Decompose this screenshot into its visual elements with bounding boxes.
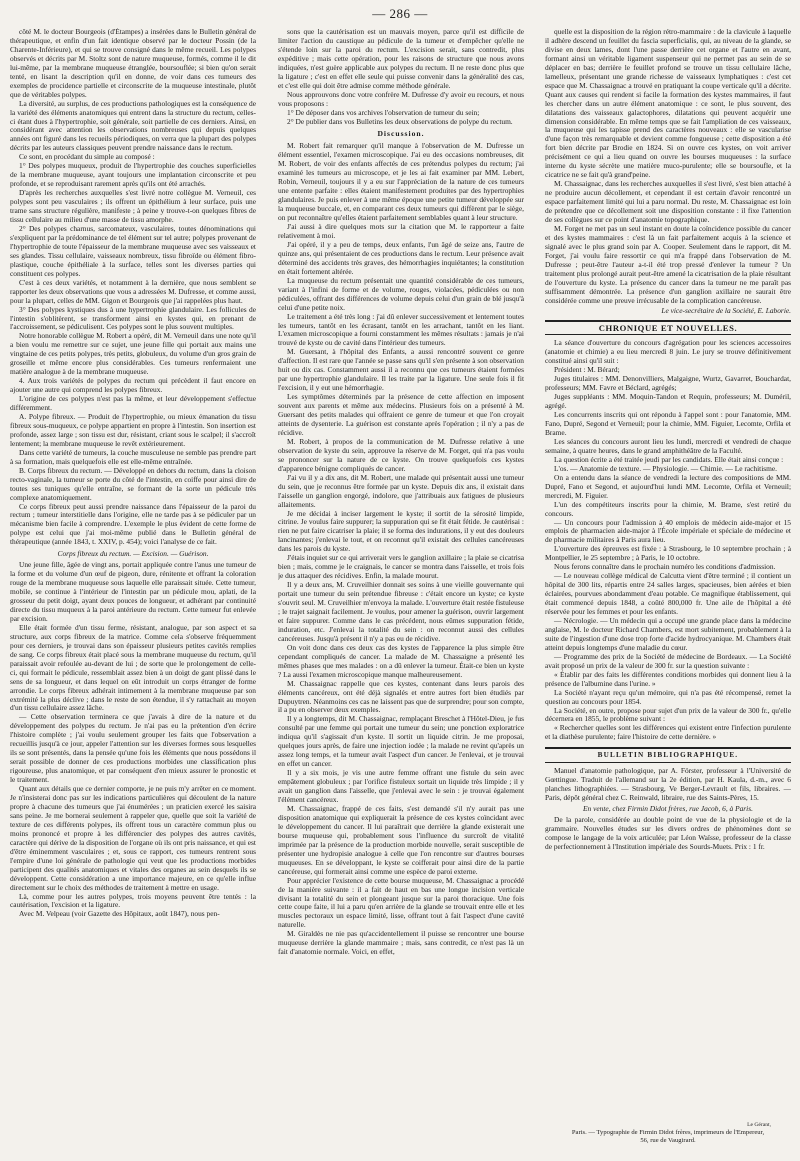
paragraph: Je me décidai à inciser largement le kyste; il sortit de la sérosité limpide, citrine. Je voulus faire suppurer; la suppuration qui se fit était fétide. Je cautérisai : rien ne put faire cicatriser la plaie; il se forma des indurations, il y eut des douleurs lancinantes; j'enlevai le tout, et on reconnut qu'il existait des cellules cancéreuses dans les parois du kyste.	[278, 508, 524, 554]
paragraph: Juges titulaires : MM. Denonvilliers, Malgaigne, Wurtz, Gavarret, Bouchardat, professeurs; MM. Favre et Béclard, agrégés;	[545, 374, 791, 393]
paragraph: Ce corps fibreux peut aussi prendre naissance dans l'épaisseur de la paroi du rectum ; tumeur interstitielle dans l'origine, elle ne tarde pas à se pédiculer par un mécanisme bien facile à comprendre. L'exemple le plus évident de cette forme de polype est celui que j'ai moi-même publié dans le Bulletin général de thérapeutique (année 1843, t. XXIV, p. 454); voici l'analyse de ce fait.	[10, 501, 256, 547]
paragraph: côté M. le docteur Bourgeois (d'Étampes) a insérées dans le Bulletin général de thérapeutique, et enfin d'un fait identique observé par le docteur Possin (de la Charente-Inférieure), et qui se trouve consigné dans le même recueil. Les polypes observés et décrits par M. Stoltz sont de nature muqueuse, formés, comme il le dit lui-même, par la membrane muqueuse étranglée, boursouflée; si bien qu'on serait tenté, en lisant la description qu'il en donne, de voir dans ces tumeurs des exemples de procidence partielle et circonscrite de la muqueuse intestinale, plutôt que de véritables polypes.	[10, 28, 256, 99]
paragraph: En vente, chez Firmin Didot frères, rue Jacob, 6, à Paris.	[583, 804, 753, 814]
chronique-body	[545, 339, 791, 742]
col1-body-2	[10, 561, 256, 919]
paragraph: sons que la cautérisation est un mauvais moyen, parce qu'il est difficile de limiter l'action du caustique au pédicule de la tumeur et d'empêcher qu'elle ne s'étende loin sur la paroi du rectum. L'excision serait, sans contredit, plus expéditive ; mais cette opération, pour les raisons de structure que nous avons indiquées, n'est guère applicable aux polypes du rectum. Il ne reste donc plus que la ligature ; c'est en effet elle seule qui puisse convenir dans la généralité des cas, et c'est elle qui doit être admise comme méthode générale.	[278, 28, 524, 90]
paragraph: La séance d'ouverture du concours d'agrégation pour les sciences accessoires (anatomie et chimie) a eu lieu mercredi 8 juin. Le jury se trouve définitivement constitué ainsi qu'il suit :	[545, 338, 791, 366]
paragraph: Nous ferons connaître dans le prochain numéro les conditions d'admission.	[554, 562, 776, 572]
paragraph: 4. Aux trois variétés de polypes du rectum qui précèdent il faut encore en ajouter une autre qui comprend les polypes fibreux.	[10, 376, 256, 395]
chronique-heading: CHRONIQUE ET NOUVELLES.	[545, 320, 791, 336]
paragraph: M. Robert fait remarquer qu'il manque à l'observation de M. Dufresse un élément essentiel, l'examen microscopique. J'ai eu des occasions nombreuses, dit M. Robert, de voir des enfants affectés de ces prétendus polypes du rectum; j'ai examiné les tumeurs au microscope, et je les ai fait examiner par MM. Lebert, Robin, Verneuil, toujours il y a eu sur l'appréciation de la nature de ces tumeurs une entente parfaite : elles étaient manifestement produites par des hypertrophies glandulaires. Je puis enlever à une même époque une petite tumeur développée sur la muqueuse buccale, et, en comparant ces deux tumeurs qui diffèrent par le siège, on put reconnaître qu'elles étaient parfaitement semblables quant à leur structure.	[278, 141, 524, 223]
paragraph: J'ai opéré, il y a peu de temps, deux enfants, l'un âgé de seize ans, l'autre de quinze ans, qui présentaient de ces productions dans le rectum. Leur présence avait déterminé des accidents très graves, des hémorrhagies inquiétantes; la constitution en était fortement altérée.	[278, 239, 524, 276]
paragraph: Notre honorable collègue M. Robert a opéré, dit M. Verneuil dans une note qu'il a bien voulu me remettre sur ce sujet, une jeune fille qui portait aux mains une vingtaine de ces petits polypes, très petits, globuleux, du volume d'un gros grain de groseille et même encore plus considérables. Ces tumeurs renfermaient une matière analogue à de la membrane muqueuse.	[10, 331, 256, 377]
paragraph: Il y a deux ans, M. Cruveilhier donnait ses soins à une vieille gouvernante qui portait une tumeur du sein prétendue fibreuse : c'était encore un kyste; ce kyste s'ouvrit seul. M. Cruveilhier m'envoya la malade. L'ouverture était restée fistuleuse ; le trajet saignait facilement. Je voulus, pour amener la guérison, ouvrir largement et faire suppurer. Comme dans le cas précédent, nous eûmes suppuration fétide, induration, etc. J'enlevai la totalité du sein : on reconnut aussi des cellules cancéreuses. Jusqu'à présent il n'y a pas eu de récidive.	[278, 580, 524, 643]
paragraph: M. Forget ne met pas un seul instant en doute la coïncidence possible du cancer et des kystes mammaires : c'est là un fait parfaitement acquis à la science et signalé avec le plus grand soin par A. Cooper. Seulement dans le rapport, dit M. Forget, j'ai voulu faire ressortir ce qui m'a frappé dans l'observation de M. Dufresse ; peut-être l'auteur a-t-il été trop pressé d'enlever la tumeur ? Un traitement plus prolongé aurait peut-être amené la cicatrisation de la plaie résultant de l'ouverture du kyste. La présence du cancer dans la tumeur ne me paraît pas suffisamment démontrée. La présence d'un ganglion axillaire ne saurait être considérée comme une preuve irrécusable de la complication cancéreuse.	[545, 223, 791, 305]
column-middle	[278, 28, 524, 1153]
paragraph: De la parole, considérée au double point de vue de la physiologie et de la grammaire. Nouvelles études sur les divers ordres de phénomènes dont se compose le langage de la voix articulée; par Léon Waïsse, professeur de la classe de perfectionnement à l'Institution impériale des Sourds-Muets. Prix : 1 fr.	[545, 815, 791, 851]
paragraph: La Société n'ayant reçu qu'un mémoire, qui n'a pas été récompensé, remet la question au concours pour 1854.	[545, 687, 791, 706]
paragraph: Quant aux détails que ce dernier comporte, je ne puis m'y arrêter en ce moment. Je n'insisterai donc pas sur les indications particulières qui découlent de la nature propre à chacune des tumeurs que j'ai énumérées ; un praticien exercé les saisira sans peine. Je me bornerai seulement à rappeler que, quelle que soit la variété de texture de ces différents polypes, ils offrent tous un caractère commun plus ou moins prononcé et propre à les différencier des polypes des autres cavités, caractère qui dérive de la disposition de l'organe où ils ont pris naissance, et qui est d'être éminemment vasculaires ; et, sous ce rapport, ces tumeurs rentrent sous l'empire d'une loi générale de pathologie qui veut que les productions morbides participent des qualités anatomiques et vitales des organes au sein desquels ils se développent. Cette considération a une importance majeure, en ce qu'elle influe directement sur le choix des méthodes de traitement à mettre en usage.	[10, 784, 256, 892]
paragraph: Nous approuvons donc votre confrère M. Dufresse d'y avoir eu recours, et nous vous proposons :	[278, 89, 524, 108]
paragraph: J'étais inquiet sur ce qui arriverait vers le ganglion axillaire ; la plaie se cicatrisa bien ; mais, comme je le craignais, le cancer se montra dans l'aisselle, et trois fois je dus attaquer des récidives. Enfin, la malade mourut.	[278, 553, 524, 581]
paragraph: « Rechercher quelles sont les différences qui existent entre l'infection purulente et la diathèse purulente; faire l'histoire de cette dernière. »	[545, 723, 791, 742]
secretary-signature: Le vice-secrétaire de la Société, E. Laborie.	[661, 305, 791, 315]
paragraph: 1° Des polypes muqueux, produit de l'hypertrophie des couches superficielles de la membrane muqueuse, ayant toujours une implantation circonscrite et peu profonde, et se reproduisant rarement après qu'ils ont été arrachés.	[10, 161, 256, 189]
paragraph: Dans cette variété de tumeurs, la couche musculeuse ne semble pas prendre part à sa formation, mais quelquefois elle est elle-même entraînée.	[10, 447, 256, 466]
paragraph: La diversité, au surplus, de ces productions pathologiques est la conséquence de la variété des éléments anatomiques qui entrent dans la structure du rectum, celles-ci étant dues à l'hypertrophie, soit générale, soit partielle de ces derniers. Ainsi, en considérant avec attention les observations nombreuses qui depuis quelques années ont figuré dans les recueils périodiques, on verra que la plupart des polypes décrits par les auteurs classiques peuvent prendre naissance dans le rectum.	[10, 98, 256, 153]
imprint-line-1: Paris. — Typographie de Firmin Didot frères, imprimeurs de l'Empereur,	[571, 1129, 765, 1136]
paragraph: L'ouverture des épreuves est fixée : à Strasbourg, le 10 septembre prochain ; à Montpellier, le 25 septembre ; à Paris, le 10 octobre.	[545, 544, 791, 563]
paragraph: Avec M. Velpeau (voir Gazette des Hôpitaux, août 1847), nous pen-	[19, 909, 220, 919]
paragraph: — Cette observation terminera ce que j'avais à dire de la nature et du développement des polypes du rectum. Je n'ai pas eu la prétention d'en écrire l'histoire complète ; j'ai voulu seulement grouper les faits que l'observation a recueillis jusqu'à ce jour, appeler l'attention sur les diverses formes sous lesquelles ils se sont présentés, dans la pensée qu'une fois les éléments que nous possédons il serait possible de donner de ces productions morbides une classification plus rigoureuse, plus anatomique, et par conséquent d'en mieux assurer le pronostic et le traitement.	[10, 712, 256, 785]
paragraph: — Programme des prix de la Société de médecine de Bordeaux. — La Société avait proposé un prix de la valeur de 300 fr. sur la question suivante :	[545, 651, 791, 670]
paragraph: L'origine de ces polypes n'est pas la même, et leur développement s'effectue différemment.	[10, 394, 256, 413]
paragraph: On voit donc dans ces deux cas des kystes de l'apparence la plus simple être cependant compliqués de cancer. La malade de M. Chassaigne a présenté les mêmes phases que mes malades : on a dû enlever la tumeur. Était-ce bien un kyste ? La aussi l'examen microscopique manque malheureusement.	[278, 642, 524, 679]
paragraph: C'est à ces deux variétés, et notamment à la dernière, que nous semblent se rapporter les deux observations que vous a adressées M. Dufresse, et comme aussi, pour la plupart, celles de MM. Gigon et Bourgeois que j'ai rappelées plus haut.	[10, 277, 256, 305]
paragraph: 3° Des polypes kystiques dus à une hypertrophie glandulaire. Les follicules de l'intestin s'oblitèrent, se transforment ainsi en kystes qui, en prenant de l'accroissement, se pédiculisent. Ces polypes sont le plus souvent multiples.	[10, 304, 256, 332]
col2-body	[278, 28, 524, 126]
paragraph: La question écrite a été traitée jeudi par les candidats. Elle était ainsi conçue :	[554, 454, 784, 464]
paragraph: quelle est la disposition de la région rétro-mammaire : de la clavicule à laquelle il adhère descend un feuillet du fascia superficialis, qui, au niveau de la glande, se divise en deux lames, dont l'une passe derrière cet organe et l'autre en avant, formant ainsi un véritable ligament suspenseur qui ne permet pas au sein de se déplacer en bas; derrière le feuillet profond se trouve un tissu cellulaire lâche, lamelleux, présentant une grande richesse de vaisseaux lymphatiques : c'est cet espace que M. Chassaignac a trouvé en pratiquant la coupe verticale qu'il a décrite. Quant aux causes qui rendent si facile la formation des kystes mammaires, il faut les chercher dans un autre élément anatomique : ce sont, le plus souvent, des dilatations des vaisseaux galactophores, dilatations qui peuvent acquérir une dimension considérable. En même temps que se fait l'ampliation de ces vaisseaux, la muqueuse qui les tapisse prend des caractères nouveaux : elle se vascularise d'une façon très remarquable et devient comme fongueuse ; cette disposition a été fort bien décrite par Brodie en 1824. Si on ouvre ces kystes, on voit arriver précisément ce qui a lieu quand on ouvre les bourses muqueuses : la surface interne du kyste sécrète une matière muco-purulente; elle se boursoufle, et la cicatrice ne se fait qu'à grand'peine.	[545, 28, 791, 180]
paragraph: Les séances du concours auront lieu les lundi, mercredi et vendredi de chaque semaine, à quatre heures, dans le grand amphithéâtre de la Faculté.	[545, 436, 791, 455]
paragraph: 2° Des polypes charnus, sarcomateux, vasculaires, toutes dénominations qui s'expliquent par la prédominance de tel élément sur tel autre; polypes provenant de l'hypertrophie de toute l'épaisseur de la membrane muqueuse avec ses vaisseaux et ses glandes. Tissu cellulaire, vaisseaux nombreux, tissu fibroïde ou élément fibro-plastique, couche épithéliale à la surface, telles sont les diverses parties qui constituent ces polypes.	[10, 223, 256, 278]
paragraph: Le traitement a été très long : j'ai dû enlever successivement et lentement toutes les tumeurs, tantôt en les écrasant, tantôt en les arrachant, tantôt en les liant. L'examen microscopique a fourni constamment les mêmes résultats : jamais je n'ai trouvé de kyste ou de cavité dans l'intérieur des tumeurs.	[278, 311, 524, 348]
paragraph: Ce sont, en procédant du simple au composé :	[19, 152, 155, 162]
paragraph: Là, comme pour les autres polypes, trois moyens peuvent être tentés : la cautérisation, l'excision et la ligature.	[10, 891, 256, 910]
paragraph: M. Robert, à propos de la communication de M. Dufresse relative à une observation de kyste du sein, approuve la réserve de M. Forget, qui n'a pas voulu se prononcer sur la nature de ce kyste. On trouve quelquefois ces kystes d'apparence bénigne compliqués de cancer.	[278, 436, 524, 473]
paragraph: M. Chassaignac, frappé de ces faits, s'est demandé s'il n'y aurait pas une disposition anatomique qui expliquerait la présence de ces kystes coïncidant avec le développement du cancer. Il lui paraîtrait que derrière la glande existerait une bourse muqueuse qui, probablement sous l'influence du surcroît de vitalité imprimée par la présence de la production morbide nouvelle, serait susceptible de présenter une hydropisie analogue à celle que l'on rencontre sur d'autres bourses muqueuses. En se développant, le kyste se coifferait pour ainsi dire de la partie cancéreuse, qui formerait ainsi comme une espèce de paroi externe.	[278, 803, 524, 876]
paragraph: — Le nouveau collège médical de Calcutta vient d'être terminé ; il contient un hôpital de 300 lits, répartis entre 24 salles larges, spacieuses, bien aérées et bien éclairées, pourvues abondamment d'eau potable. Ce magnifique établissement, qui était commencé depuis 1848, a coûté 800,000 fr. Une aile de l'hôpital a été réservée pour les femmes et pour les enfants.	[545, 571, 791, 617]
col3-body	[545, 28, 791, 306]
paragraph: Elle était formée d'un tissu ferme, résistant, analogue, par son aspect et sa structure, aux corps fibreux de la matrice. Comme cela s'observe fréquemment pour ces derniers, je trouvai dans son épaisseur plusieurs petites cavités remplies de sang. Ce corps fibreux était placé sous la membrane muqueuse du rectum, qu'il paraissait avoir refoulée au-devant de lui ; de sorte que le prolongement de celle-ci, qui formait le pédicule, ressemblait assez bien à un doigt de gant plissé dans le sens de sa longueur, et dans lequel on eût introduit un corps étranger de forme arrondie. Le corps fibreux adhérait intimement à la membrane muqueuse par son extrémité la plus déclive ; dans le reste de son étendue, il s'y rattachait au moyen d'un tissu cellulaire assez lâche.	[10, 622, 256, 713]
paragraph: J'ai vu il y a dix ans, dit M. Robert, une malade qui présentait aussi une tumeur du sein, que je reconnus être formée par un kyste. Depuis dix ans, il existait dans l'aisselle un ganglion engorgé, indolore, que j'attribuais aux fatigues de plusieurs allaitements.	[278, 472, 524, 509]
paragraph: B. Corps fibreux du rectum. — Développé en dehors du rectum, dans la cloison recto-vaginale, la tumeur se porte du côté de l'intestin, en coiffe pour ainsi dire de toutes ses tuniques qu'elle entraîne, se formant de la sorte un pédicule très complexe anatomiquement.	[10, 465, 256, 502]
printer-imprint	[545, 1121, 791, 1145]
paragraph: Président : M. Bérard;	[554, 365, 620, 375]
paragraph: L'un des compétiteurs inscrits pour la chimie, M. Brame, s'est retiré du concours.	[545, 499, 791, 518]
column-left	[10, 28, 256, 1153]
paragraph: — Nécrologie. — Un médecin qui a occupé une grande place dans la médecine anglaise, M. le docteur Richard Chambers, est mort subitement, probablement à la suite de l'ingestion d'une dose trop forte d'acide hydrocyanique. M. Chambers était atteint depuis longtemps d'une maladie du cœur.	[545, 616, 791, 652]
col2-body-2	[278, 142, 524, 957]
observation-subtitle: Corps fibreux du rectum. — Excision. — Guérison.	[57, 549, 209, 559]
paragraph: La muqueuse du rectum présentait une quantité considérable de ces tumeurs, variant à l'infini de forme et de volume, rouges, violacées, pédiculées ou non pédiculées, offrant des différences de volume depuis celui d'un grain de blé jusqu'à celui d'une petite noix.	[278, 275, 524, 312]
paragraph: D'après les recherches auxquelles s'est livré notre collègue M. Verneuil, ces polypes sont peu vasculaires ; ils offrent un épithélium à leur surface, puis une trame sans structure régulière, manifeste ; à peine y trouve-t-on quelques fibres de tissu cellulaire au milieu d'une masse de tissu amorphe.	[10, 188, 256, 225]
paragraph: A. Polype fibreux. — Produit de l'hypertrophie, ou mieux émanation du tissu fibreux sous-muqueux, ce polype appartient en propre à l'intestin. Son insertion est profonde, assez large ; son tissu est dur, résistant, criant sous le scalpel; il s'accroît lentement; la membrane muqueuse le revêt extérieurement.	[10, 411, 256, 448]
gerant-label: Le Gérant,	[747, 1122, 771, 1128]
paragraph: 1° De déposer dans vos archives l'observation de tumeur du sein;	[287, 107, 480, 117]
paragraph: L'os. — Anatomie de texture. — Physiologie. — Chimie. — Le rachitisme.	[554, 463, 778, 473]
paragraph: On a entendu dans la séance de vendredi la lecture des compositions de MM. Dupré, Fano et Segond, et aujourd'hui lundi MM. Lecomte, Orfila et Verneuil; mercredi, M. Figuier.	[545, 472, 791, 500]
paragraph: Les concurrents inscrits qui ont répondu à l'appel sont : pour l'anatomie, MM. Fano, Dupré, Segond et Verneuil; pour la chimie, MM. Figuier, Lecomte, Orfila et Brame.	[545, 410, 791, 437]
paragraph: 2° De publier dans vos Bulletins les deux observations de polype du rectum.	[287, 116, 513, 126]
paragraph: M. Giraldès ne nie pas qu'accidentellement il puisse se rencontrer une bourse muqueuse derrière la glande mammaire ; mais, sans contredit, ce n'est pas là un fait d'anatomie normale. Voici, en effet,	[278, 929, 524, 957]
page-number: — 286 —	[372, 6, 428, 21]
paragraph: « Établir par des faits les différentes conditions morbides qui donnent lieu à la présence de l'albumine dans l'urine. »	[545, 669, 791, 688]
paragraph: M. Guersant, à l'hôpital des Enfants, a aussi rencontré souvent ce genre d'affection. Il est rare que l'année se passe sans qu'il s'en présente à son observation huit ou dix cas. Constamment aussi il a reconnu que ces tumeurs étaient formées par une hypertrophie glandulaire. Il les traite par la ligature. Une seule fois il fit l'excision, il y eut une hémorrhagie.	[278, 347, 524, 393]
paragraph: J'ai aussi à dire quelques mots sur la citation que M. le rapporteur a faite relativement à moi.	[278, 222, 524, 240]
paragraph: Il y a six mois, je vis une autre femme offrant une fistule du sein avec empâtement globuleux ; par l'orifice fistuleux sortait un liquide très limpide ; il y avait un ganglion dans l'aisselle, que j'enlevai avec le sein : je trouvai également l'élément cancéreux.	[278, 768, 524, 805]
discussion-heading: Discussion.	[377, 129, 425, 139]
paragraph: Pour apprécier l'existence de cette bourse muqueuse, M. Chassaignac a procédé de la manière suivante : il a fait de haut en bas une longue incision verticale divisant la totalité du sein et plongeant jusque sur la paroi thoracique. Une fois cette coupe faite, il lui a paru qu'en arrière de la glande se trouvait entre elle et les muscles pectoraux un espace limité, lisse, offrant tout à fait l'aspect d'une cavité naturelle.	[278, 875, 524, 930]
column-right	[545, 28, 791, 1153]
paragraph: M. Chassaignac rappelle que ces kystes, contenant dans leurs parois des éléments cancéreux, ont été déjà signalés et entre autres fort bien étudiés par Dupuytren. Néanmoins ces cas ne laissent pas que de surprendre; pour son compte, il a pu en observer deux exemples.	[278, 678, 524, 715]
bibliography-body	[545, 767, 791, 852]
bibliography-heading: BULLETIN BIBLIOGRAPHIQUE.	[545, 747, 791, 763]
paragraph: Manuel d'anatomie pathologique, par A. Förster, professeur à l'Université de Gœttingue. Traduit de l'allemand sur la 2e édition, par H. Kaula, d.-m., avec 6 planches lithographiées. — Strasbourg, Ve Berger-Levrault et fils, libraires. — Paris, dépôt général chez C. Reinwald, libraire, rue des Saints-Pères, 15.	[545, 766, 791, 803]
paragraph: Il y a longtemps, dit M. Chassaignac, remplaçant Breschet à l'Hôtel-Dieu, je fus consulté par une femme qui portait une tumeur du sein; une ponction exploratrice indiqua qu'il s'agissait d'un kyste. Il sortit un liquide citrin. Je me proposai, quelques jours après, de faire une injection iodée ; la malade ne revint qu'après un assez long temps, et la tumeur avait l'aspect d'un cancer. Je l'enlevai, et je trouvai en effet un cancer.	[278, 714, 524, 769]
col1-body	[10, 28, 256, 547]
paragraph: Juges suppléants : MM. Moquin-Tandon et Requin, professeurs; M. Duméril, agrégé.	[545, 392, 791, 411]
paragraph: Les symptômes déterminés par la présence de cette affection en imposent souvent aux parents et même aux médecins. Plusieurs fois on a présenté à M. Guersant des petits malades qui offraient ce genre de tumeur et que l'on croyait atteints de dysenterie. La guérison est constante après l'opération ; il n'y a pas de récidive.	[278, 392, 524, 437]
paragraph: Une jeune fille, âgée de vingt ans, portait appliquée contre l'anus une tumeur de la forme et du volume d'un œuf de pigeon, dure, rénitente et offrant la coloration rouge de la membrane muqueuse sous laquelle elle paraissait située. Cette tumeur, mobile, se continue à l'intérieur de l'intestin par un pédicule mou, aplati, de la grosseur du petit doigt, ayant deux pouces de longueur, et adhérant par continuité directe du tissu muqueux à la paroi antérieure du rectum. Cette tumeur fut enlevée par excision.	[10, 560, 256, 623]
imprint-line-2: 56, rue de Vaugirard.	[640, 1137, 696, 1144]
paragraph: — Un concours pour l'admission à 40 emplois de médecin aide-major et 15 emplois de pharmacien aide-major à l'École impériale et spéciale de médecine et de pharmacie militaires à Paris aura lieu.	[545, 517, 791, 545]
paragraph: La Société, en outre, propose pour sujet d'un prix de la valeur de 300 fr., qu'elle décernera en 1855, le problème suivant :	[545, 705, 791, 724]
paragraph: M. Chassaignac, dans les recherches auxquelles il s'est livré, s'est bien attaché à ne produire aucun décollement, et cependant il est certain d'avoir rencontré un espace parfaitement limité qui lui a paru normal. Du reste, M. Chassaignac est loin de prétendre que ce décollement soit une disposition constante : il fixe l'attention de ses collègues sur ce point d'anatomie topographique.	[545, 179, 791, 225]
